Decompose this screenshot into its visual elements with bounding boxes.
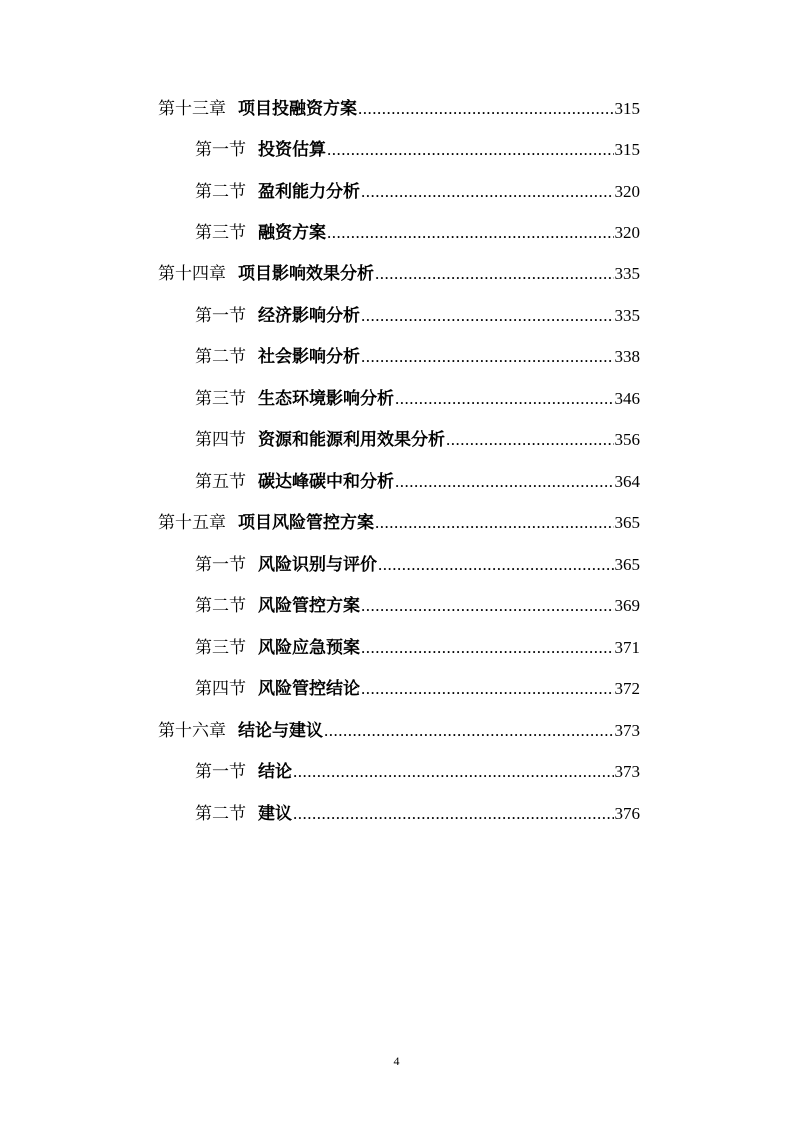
toc-leader-dots bbox=[395, 387, 614, 411]
toc-section[interactable] bbox=[195, 636, 640, 660]
toc-entry-title: 风险识别与评价 bbox=[258, 555, 377, 575]
toc-leader-dots bbox=[395, 470, 614, 494]
toc-section[interactable] bbox=[195, 387, 640, 411]
toc-entry-page: 365 bbox=[614, 555, 640, 574]
toc-leader-dots bbox=[375, 511, 614, 535]
toc-leader-dots bbox=[358, 97, 614, 121]
toc-section[interactable] bbox=[195, 345, 640, 369]
toc-leader-dots bbox=[361, 636, 614, 660]
toc-section[interactable] bbox=[195, 428, 640, 452]
toc-entry-title: 碳达峰碳中和分析 bbox=[258, 472, 394, 492]
toc-entry-number: 第一节 bbox=[195, 140, 246, 160]
toc-entry-number: 第四节 bbox=[195, 430, 246, 450]
toc-entry-title: 盈利能力分析 bbox=[258, 182, 360, 202]
toc-entry-title: 资源和能源利用效果分析 bbox=[258, 430, 445, 450]
toc-entry-number: 第五节 bbox=[195, 472, 246, 492]
toc-leader-dots bbox=[327, 138, 614, 162]
toc-section[interactable] bbox=[195, 221, 640, 245]
toc-leader-dots bbox=[361, 594, 614, 618]
toc-leader-dots bbox=[446, 428, 614, 452]
toc-entry-number: 第十三章 bbox=[158, 99, 226, 119]
toc-entry-number: 第十四章 bbox=[158, 264, 226, 284]
toc-entry-page: 315 bbox=[614, 99, 640, 118]
toc-entry-title: 结论与建议 bbox=[238, 721, 323, 741]
toc-entry-title: 经济影响分析 bbox=[258, 306, 360, 326]
toc-chapter-13[interactable] bbox=[158, 97, 640, 121]
toc-entry-page: 369 bbox=[614, 596, 640, 615]
toc-entry-number: 第二节 bbox=[195, 182, 246, 202]
toc-entry-page: 364 bbox=[614, 472, 640, 491]
toc-entry-title: 社会影响分析 bbox=[258, 347, 360, 367]
toc-entry-number: 第二节 bbox=[195, 596, 246, 616]
toc-entry-number: 第一节 bbox=[195, 762, 246, 782]
toc-entry-title: 项目投融资方案 bbox=[238, 99, 357, 119]
toc-entry-page: 335 bbox=[614, 264, 640, 283]
toc-entry-page: 320 bbox=[614, 182, 640, 201]
toc-entry-number: 第一节 bbox=[195, 306, 246, 326]
toc-section[interactable] bbox=[195, 594, 640, 618]
toc-leader-dots bbox=[375, 262, 614, 286]
toc-entry-page: 373 bbox=[614, 721, 640, 740]
toc-entry-title: 投资估算 bbox=[258, 140, 326, 160]
page-number: 4 bbox=[393, 1054, 400, 1068]
toc-entry-title: 融资方案 bbox=[258, 223, 326, 243]
toc-entry-title: 风险应急预案 bbox=[258, 638, 360, 658]
toc-entry-page: 376 bbox=[614, 804, 640, 823]
toc-section[interactable] bbox=[195, 470, 640, 494]
toc-section[interactable] bbox=[195, 180, 640, 204]
toc-entry-number: 第二节 bbox=[195, 347, 246, 367]
toc-leader-dots bbox=[361, 180, 614, 204]
toc-entry-number: 第三节 bbox=[195, 638, 246, 658]
toc-entry-page: 346 bbox=[614, 389, 640, 408]
toc-entry-title: 结论 bbox=[258, 762, 292, 782]
toc-entry-page: 335 bbox=[614, 306, 640, 325]
toc-section[interactable] bbox=[195, 304, 640, 328]
toc-leader-dots bbox=[361, 345, 614, 369]
toc-entry-page: 372 bbox=[614, 679, 640, 698]
toc-entry-number: 第十六章 bbox=[158, 721, 226, 741]
toc-chapter-16[interactable] bbox=[158, 719, 640, 743]
toc-entry-page: 315 bbox=[614, 140, 640, 159]
toc-leader-dots bbox=[293, 760, 614, 784]
toc-chapter-14[interactable] bbox=[158, 262, 640, 286]
toc-entry-title: 风险管控结论 bbox=[258, 679, 360, 699]
toc-entry-page: 356 bbox=[614, 430, 640, 449]
toc-section[interactable] bbox=[195, 677, 640, 701]
toc-section[interactable] bbox=[195, 138, 640, 162]
toc-entry-number: 第三节 bbox=[195, 223, 246, 243]
toc-leader-dots bbox=[327, 221, 614, 245]
toc-entry-number: 第四节 bbox=[195, 679, 246, 699]
toc-entry-title: 项目风险管控方案 bbox=[238, 513, 374, 533]
toc-entry-number: 第二节 bbox=[195, 804, 246, 824]
toc-section[interactable] bbox=[195, 802, 640, 826]
toc-entry-page: 320 bbox=[614, 223, 640, 242]
toc-entry-number: 第一节 bbox=[195, 555, 246, 575]
toc-entry-page: 365 bbox=[614, 513, 640, 532]
toc-leader-dots bbox=[324, 719, 614, 743]
toc-entry-title: 风险管控方案 bbox=[258, 596, 360, 616]
toc-section[interactable] bbox=[195, 553, 640, 577]
toc-leader-dots bbox=[293, 802, 614, 826]
toc-entry-title: 建议 bbox=[258, 804, 292, 824]
toc-entry-title: 项目影响效果分析 bbox=[238, 264, 374, 284]
toc-leader-dots bbox=[361, 677, 614, 701]
toc-chapter-15[interactable] bbox=[158, 511, 640, 535]
toc-section[interactable] bbox=[195, 760, 640, 784]
toc-entry-page: 371 bbox=[614, 638, 640, 657]
toc-leader-dots bbox=[361, 304, 614, 328]
toc-entry-page: 373 bbox=[614, 762, 640, 781]
toc-entry-title: 生态环境影响分析 bbox=[258, 389, 394, 409]
toc-entry-page: 338 bbox=[614, 347, 640, 366]
toc-leader-dots bbox=[378, 553, 614, 577]
toc-entry-number: 第十五章 bbox=[158, 513, 226, 533]
toc-entry-number: 第三节 bbox=[195, 389, 246, 409]
